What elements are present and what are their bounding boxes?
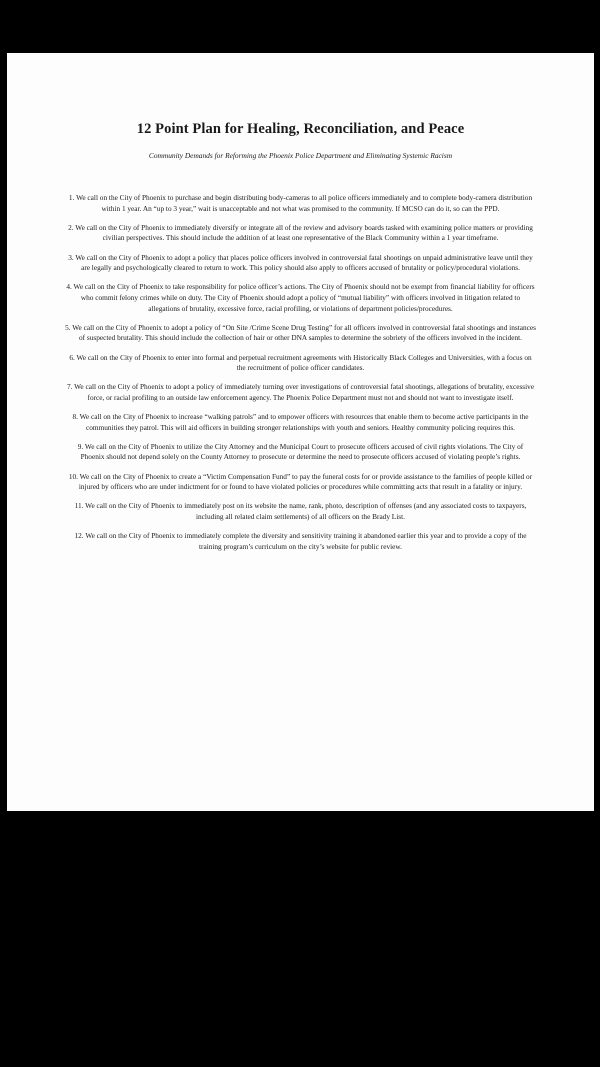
demand-item-1: 1. We call on the City of Phoenix to purchase and begin distributing body-cameras to all police officers immediately and to complete body-camera distribution within 1 year. An “up to 3 year,” wait is unacceptable and not what was promised to the community. If MCSO can do it, so can the PPD. bbox=[68, 193, 533, 213]
demand-item-11: 11. We call on the City of Phoenix to immediately post on its website the name, rank, photo, description of offenses (and any associated costs to taxpayers, including all related claim settlements) of all officers on the Brady List. bbox=[74, 501, 527, 521]
demand-item-6: 6. We call on the City of Phoenix to enter into formal and perpetual recruitment agreements with Historically Black Colleges and Universities, with a focus on the recruitment of police officer candidates. bbox=[69, 352, 532, 373]
demand-item-9: 9. We call on the City of Phoenix to utilize the City Attorney and the Municipal Court to prosecute officers accused of civil rights violations. The City of Phoenix should not depend solely on the County Attorney to prosecute or determine the need to prosecute officers accused of violating people’s rights. bbox=[77, 441, 524, 462]
demand-item-12: 12. We call on the City of Phoenix to immediately complete the diversity and sensitivity training it abandoned earlier this year and to provide a copy of the training program’s curriculum on the city’s website for public review. bbox=[74, 531, 527, 551]
document-page bbox=[7, 53, 594, 811]
document-title: 12 Point Plan for Healing, Reconciliation, and Peace bbox=[136, 121, 465, 137]
demand-item-5: 5. We call on the City of Phoenix to adopt a policy of “On Site /Crime Scene Drug Testing” for all officers involved in controversial fatal shootings and instances of suspected brutality. This should include the collection of hair or other DNA samples to determine the sobriety of the officers involved in the incident. bbox=[65, 322, 536, 343]
demand-item-7: 7. We call on the City of Phoenix to adopt a policy of immediately turning over investigations of controversial fatal shootings, allegations of brutality, excessive force, or racial profiling to an outside law enforcement agency. The Phoenix Police Department must not and should not want to investigate itself. bbox=[66, 382, 535, 402]
demand-item-3: 3. We call on the City of Phoenix to adopt a policy that places police officers involved in controversial fatal shootings on unpaid administrative leave until they are legally and psychologically cleared to return to work. This policy should also apply to officers accused of brutality or policy/procedural violations. bbox=[68, 252, 533, 273]
demand-item-4: 4. We call on the City of Phoenix to take responsibility for police officer’s actions. The City of Phoenix should not be exempt from financial liability for officers who commit felony crimes while on duty. The City of Phoenix should adopt a policy of “mutual liability” with officers involved in litigation related to allegations of brutality, excessive force, racial profiling, or violations of department policies/procedures. bbox=[66, 282, 535, 313]
demand-item-8: 8. We call on the City of Phoenix to increase “walking patrols” and to empower officers with resources that enable them to become active participants in the communities they patrol. This will aid officers in building stronger relationships with youth and seniors. Healthy community policing requires this. bbox=[72, 412, 529, 432]
demands-list bbox=[65, 193, 536, 561]
document-subtitle: Community Demands for Reforming the Phoenix Police Department and Eliminating Systemic Racism bbox=[148, 151, 453, 160]
demand-item-10: 10. We call on the City of Phoenix to create a “Victim Compensation Fund” to pay the funeral costs for or provide assistance to the families of people killed or injured by officers who are under indictment for or found to have violated policies or procedures while committing acts that result in a fatality or injury. bbox=[68, 471, 533, 492]
demand-item-2: 2. We call on the City of Phoenix to immediately diversify or integrate all of the review and advisory boards tasked with examining police matters or providing civilian perspectives. This should include the addition of at least one representative of the Black Community within a 1 year timeframe. bbox=[68, 222, 533, 243]
